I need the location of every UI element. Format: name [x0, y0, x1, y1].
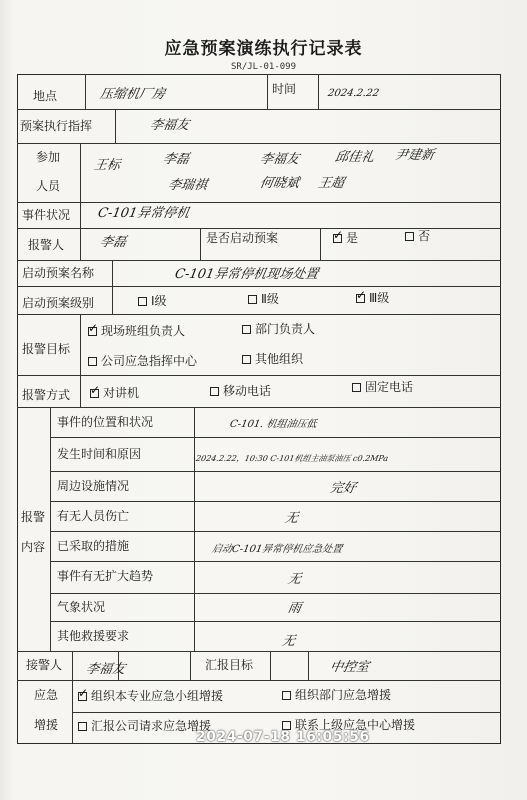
row-divider	[17, 375, 501, 376]
row-divider	[17, 109, 501, 110]
event-status-value[interactable]: C-101异常停机	[96, 206, 191, 221]
report-item-value[interactable]: 完好	[328, 481, 358, 496]
report-item-value[interactable]: 雨	[286, 601, 303, 616]
col-divider	[308, 651, 309, 680]
reinforcement-option[interactable]: 联系上级应急中心增援	[282, 718, 415, 732]
activate-plan-label: 是否启动预案	[206, 231, 279, 245]
event-status-label: 事件状况	[22, 208, 71, 222]
checkmark-icon: ✓	[333, 228, 344, 242]
col-divider	[85, 74, 86, 109]
alarm-target-option[interactable]: 部门负责人	[242, 322, 315, 336]
row-divider	[17, 143, 501, 144]
col-divider	[267, 74, 268, 109]
checkbox-icon	[333, 228, 344, 243]
report-item-label: 发生时间和原因	[57, 447, 142, 461]
reinforcement-option[interactable]: ✓ 组织本专业应急小组增援	[78, 686, 224, 703]
participant-name[interactable]: 邱佳礼	[333, 150, 376, 165]
reinforcement-option[interactable]: 汇报公司请求应急增援	[78, 719, 211, 733]
row-divider	[50, 531, 501, 532]
level-1-option[interactable]: Ⅰ级	[138, 294, 167, 308]
col-divider	[318, 74, 319, 109]
checkmark-icon: ✓	[356, 288, 367, 302]
checkbox-icon	[405, 232, 414, 241]
participant-name[interactable]: 李瑞祺	[166, 178, 209, 193]
alarm-method-option[interactable]: 移动电话	[210, 384, 271, 398]
col-divider	[270, 651, 271, 680]
col-divider	[112, 260, 113, 314]
report-item-label: 气象状况	[57, 600, 106, 614]
alarm-method-label: 报警方式	[22, 388, 71, 402]
report-item-label: 有无人员伤亡	[57, 509, 130, 523]
report-item-value[interactable]: 启动C-101异常停机应急处置	[211, 544, 344, 555]
participant-name[interactable]: 何晓斌	[258, 176, 301, 191]
col-divider	[320, 228, 321, 260]
activate-no-option[interactable]: 否	[405, 229, 430, 243]
report-target-value[interactable]: 中控室	[328, 660, 371, 675]
participant-name[interactable]: 王超	[316, 176, 346, 191]
commander-label: 预案执行指挥	[20, 119, 93, 133]
row-divider	[17, 314, 501, 315]
report-item-value[interactable]: 无	[286, 572, 303, 587]
report-item-value[interactable]: 无	[283, 511, 300, 526]
time-value[interactable]: 2024.2.22	[327, 88, 380, 99]
receiver-value[interactable]: 李福友	[84, 662, 127, 677]
col-divider	[80, 228, 81, 260]
plan-level-label: 启动预案级别	[22, 296, 95, 310]
participants-label-2: 人员	[36, 179, 61, 193]
report-item-value[interactable]: C-101. 机组油压低	[229, 419, 318, 430]
form-code: SR/JL-01-099	[230, 62, 297, 72]
checkbox-icon	[210, 387, 219, 396]
checkbox-icon	[88, 357, 97, 366]
col-divider	[80, 143, 81, 202]
level-2-option[interactable]: Ⅱ级	[248, 292, 279, 306]
time-label: 时间	[272, 82, 297, 96]
participant-name[interactable]: 王标	[92, 158, 122, 173]
reinforcement-option[interactable]: 组织部门应急增援	[282, 688, 391, 702]
report-item-label: 其他救援要求	[57, 629, 130, 643]
row-divider	[50, 471, 501, 472]
alarm-method-option[interactable]: ✓ 对讲机	[90, 383, 140, 400]
report-content-label-2: 内容	[21, 540, 46, 554]
report-content-label-1: 报警	[21, 510, 46, 524]
emergency-label-1: 应急	[34, 688, 59, 702]
row-divider	[50, 437, 501, 438]
col-divider	[72, 651, 73, 744]
checkbox-icon	[356, 288, 367, 303]
col-divider	[190, 651, 191, 680]
col-divider	[194, 407, 195, 651]
plan-name-value[interactable]: C-101异常停机现场处置	[173, 267, 320, 282]
checkbox-icon	[352, 383, 361, 392]
alarm-method-option[interactable]: 固定电话	[352, 380, 413, 394]
checkbox-icon	[282, 691, 291, 700]
location-value[interactable]: 压缩机厂房	[98, 87, 167, 102]
reporter-label: 报警人	[28, 238, 65, 252]
row-divider	[17, 286, 501, 287]
row-divider	[50, 561, 501, 562]
alarm-target-option[interactable]: ✓ 现场班组负责人	[88, 321, 186, 338]
report-item-label: 事件的位置和状况	[57, 415, 154, 429]
row-divider	[50, 501, 501, 502]
form-table	[17, 74, 501, 744]
alarm-target-option[interactable]: 公司应急指挥中心	[88, 354, 197, 368]
col-divider	[80, 314, 81, 407]
checkmark-icon: ✓	[88, 321, 99, 335]
report-item-label: 事件有无扩大趋势	[57, 569, 154, 583]
checkbox-icon	[78, 722, 87, 731]
checkbox-icon	[248, 295, 257, 304]
row-divider	[17, 260, 501, 261]
row-divider	[50, 621, 501, 622]
level-3-option[interactable]: ✓ Ⅲ级	[356, 288, 390, 305]
photo-timestamp: 2024-07-18 16:05:56	[196, 729, 370, 745]
row-divider	[17, 680, 501, 681]
row-divider	[17, 407, 501, 408]
checkmark-icon: ✓	[78, 686, 89, 700]
location-label: 地点	[33, 89, 58, 103]
checkbox-icon	[88, 321, 99, 336]
col-divider	[50, 407, 51, 651]
receiver-label: 接警人	[26, 658, 63, 672]
checkbox-icon	[242, 325, 251, 334]
commander-value[interactable]: 李福友	[148, 118, 191, 133]
row-divider	[72, 712, 501, 713]
alarm-target-option[interactable]: 其他组织	[242, 352, 303, 366]
row-divider	[17, 202, 501, 203]
report-item-label: 周边设施情况	[57, 479, 130, 493]
plan-name-label: 启动预案名称	[22, 266, 95, 280]
row-divider	[17, 651, 501, 652]
row-divider	[50, 593, 501, 594]
activate-yes-option[interactable]: ✓ 是	[333, 228, 359, 245]
checkbox-icon	[242, 355, 251, 364]
checkmark-icon: ✓	[90, 383, 101, 397]
checkbox-icon	[78, 686, 89, 701]
reporter-value[interactable]: 李磊	[98, 235, 128, 250]
report-target-label: 汇报目标	[205, 658, 254, 672]
participants-label-1: 参加	[36, 150, 61, 164]
col-divider	[200, 228, 201, 260]
checkbox-icon	[138, 297, 147, 306]
col-divider	[115, 109, 116, 143]
checkbox-icon	[90, 383, 101, 398]
report-item-value[interactable]: 无	[280, 634, 297, 649]
form-title: 应急预案演练执行记录表	[164, 39, 363, 59]
participant-name[interactable]: 尹建新	[393, 148, 436, 163]
col-divider	[80, 202, 81, 228]
emergency-label-2: 增援	[34, 718, 59, 732]
report-item-label: 已采取的措施	[57, 539, 130, 553]
participant-name[interactable]: 李福友	[258, 152, 301, 167]
participant-name[interactable]: 李磊	[161, 152, 191, 167]
report-item-value[interactable]: 2024.2.22，10:30 C-101机组主油泵油压 c0.2MPa	[195, 454, 389, 463]
alarm-target-label: 报警目标	[22, 342, 71, 356]
